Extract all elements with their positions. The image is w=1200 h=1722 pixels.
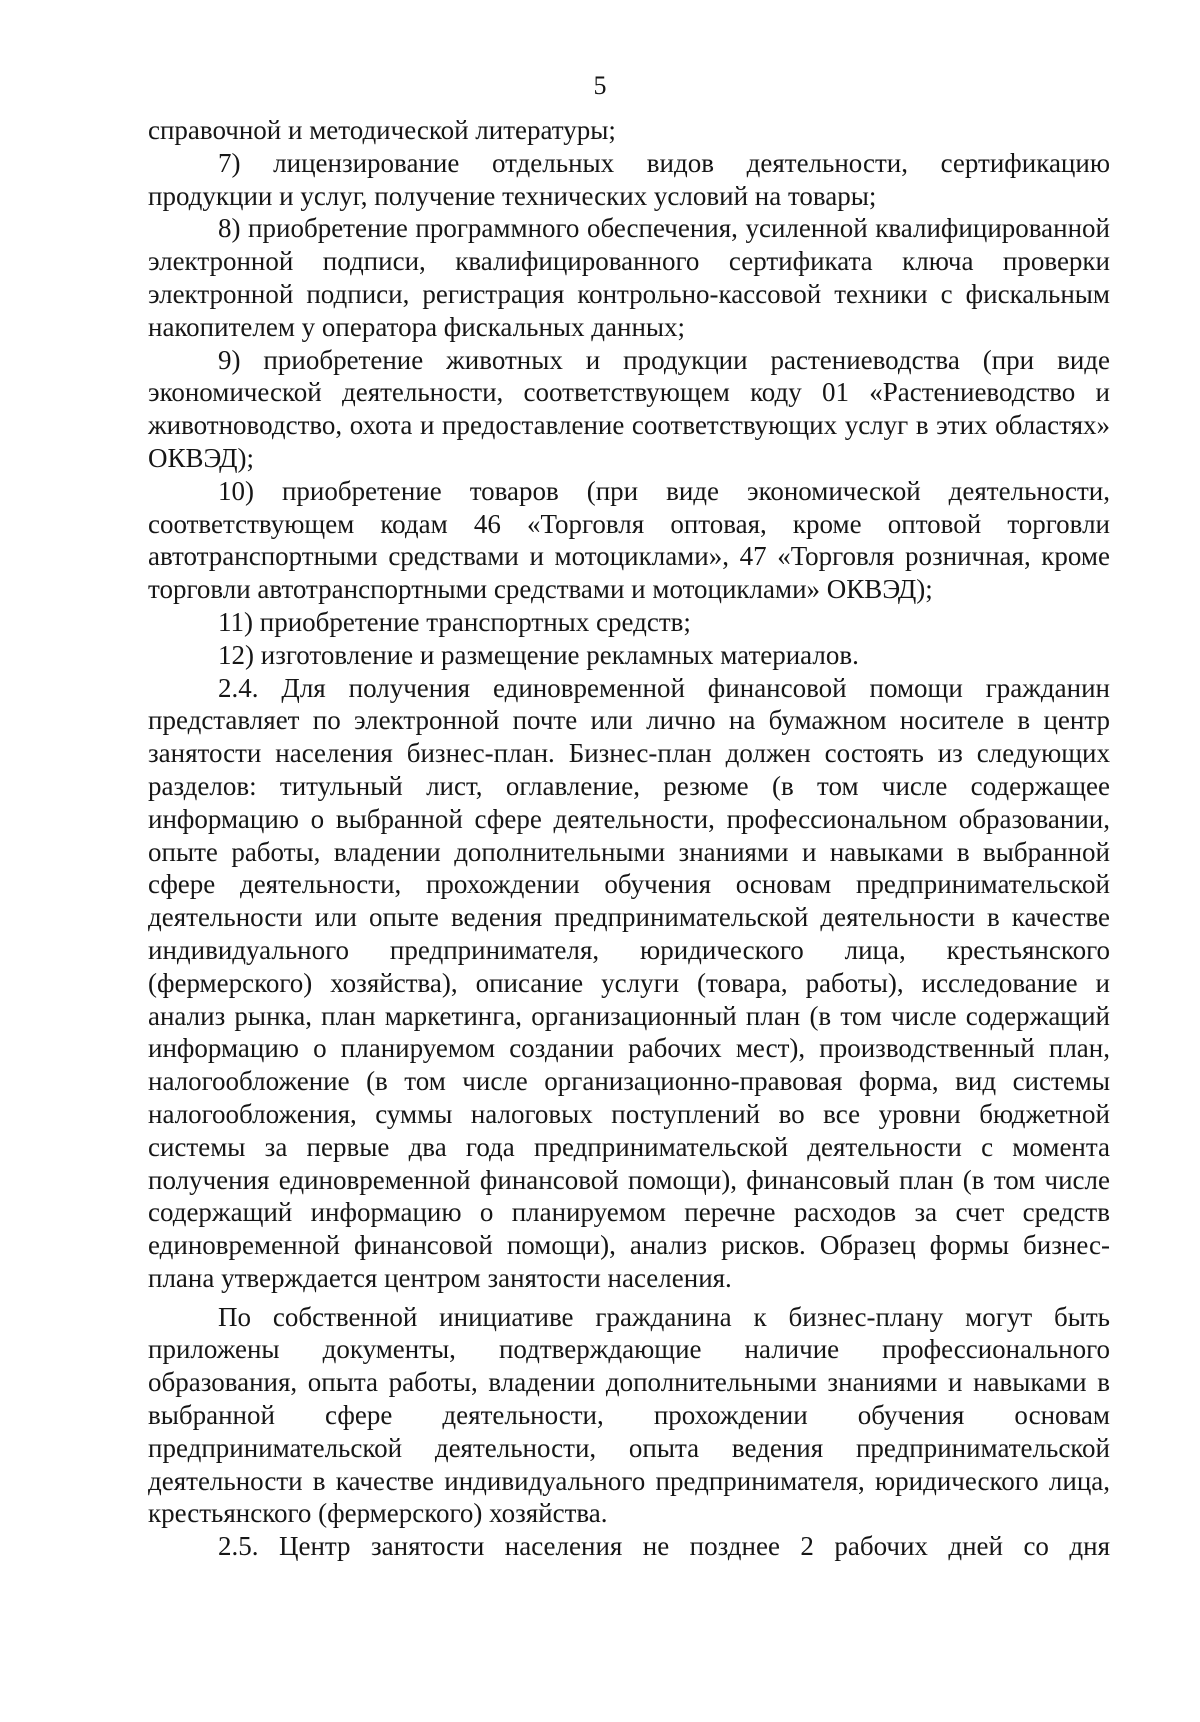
list-item-7-licensing: 7) лицензирование отдельных видов деятельности, сертификацию продукции и услуг, получение технических условий на товары; — [148, 147, 1110, 211]
list-item-11-vehicles: 11) приобретение транспортных средств; — [218, 606, 691, 637]
list-item-12-advertising: 12) изготовление и размещение рекламных материалов. — [218, 639, 859, 670]
paragraph-continuation: справочной и методической литературы; — [148, 115, 616, 145]
attachments-paragraph: По собственной инициативе гражданина к бизнес-плану могут быть приложены документы, подтверждающие наличие профессионального образования, опыта работы, владении дополнительными знаниями и навыками в выбранной сфере деятельности, прохождении обучения основам предпринимательской деятельности, опыта ведения предпринимательской деятельности в качестве индивидуального предпринимателя, юридического лица, крестьянского (фермерского) хозяйства. — [148, 1301, 1110, 1529]
document-body — [148, 114, 1110, 1563]
list-item-8-software: 8) приобретение программного обеспечения, усиленной квалифицированной электронной подписи, квалифицированного сертификата ключа проверки электронной подписи, регистрация контрольно-кассовой техники с фискальным накопителем у оператора фискальных данных; — [148, 213, 1110, 342]
page-number: 5 — [593, 71, 607, 100]
list-item-9-animals: 9) приобретение животных и продукции растениеводства (при виде экономической деятельности, соответствующем коду 01 «Растениеводство и животноводство, охота и предоставление соответствующих услуг в этих областях» ОКВЭД); — [148, 344, 1110, 473]
section-2-5-paragraph: 2.5. Центр занятости населения не позднее 2 рабочих дней со дня — [218, 1531, 1110, 1562]
list-item-10-goods: 10) приобретение товаров (при виде экономической деятельности, соответствующем кодам 46 «Торговля оптовая, кроме оптовой торговли автотранспортными средствами и мотоциклами», 47 «Торговля розничная, кроме торговли автотранспортными средствами и мотоциклами» ОКВЭД); — [148, 475, 1110, 605]
section-2-4-paragraph: 2.4. Для получения единовременной финансовой помощи гражданин представляет по электронной почте или лично на бумажном носителе в центр занятости населения бизнес-план. Бизнес-план должен состоять из следующих разделов: титульный лист, оглавление, резюме (в том числе содержащее информацию о выбранной сфере деятельности, профессиональном образовании, опыте работы, владении дополнительными знаниями и навыками в выбранной сфере деятельности, прохождении обучения основам предпринимательской деятельности или опыте ведения предпринимательской деятельности в качестве индивидуального предпринимателя, юридического лица, крестьянского (фермерского) хозяйства), описание услуги (товара, работы), исследование и анализ рынка, план маркетинга, организационный план (в том числе содержащий информацию о планируемом создании рабочих мест), производственный план, налогообложение (в том числе организационно-правовая форма, вид системы налогообложения, суммы налоговых поступлений во все уровни бюджетной системы за первые два года предпринимательской деятельности с момента получения единовременной финансовой помощи), финансовый план (в том числе содержащий информацию о планируемом перечне расходов за счет средств единовременной финансовой помощи), анализ рисков. Образец формы бизнес-плана утверждается центром занятости населения. — [148, 672, 1110, 1293]
